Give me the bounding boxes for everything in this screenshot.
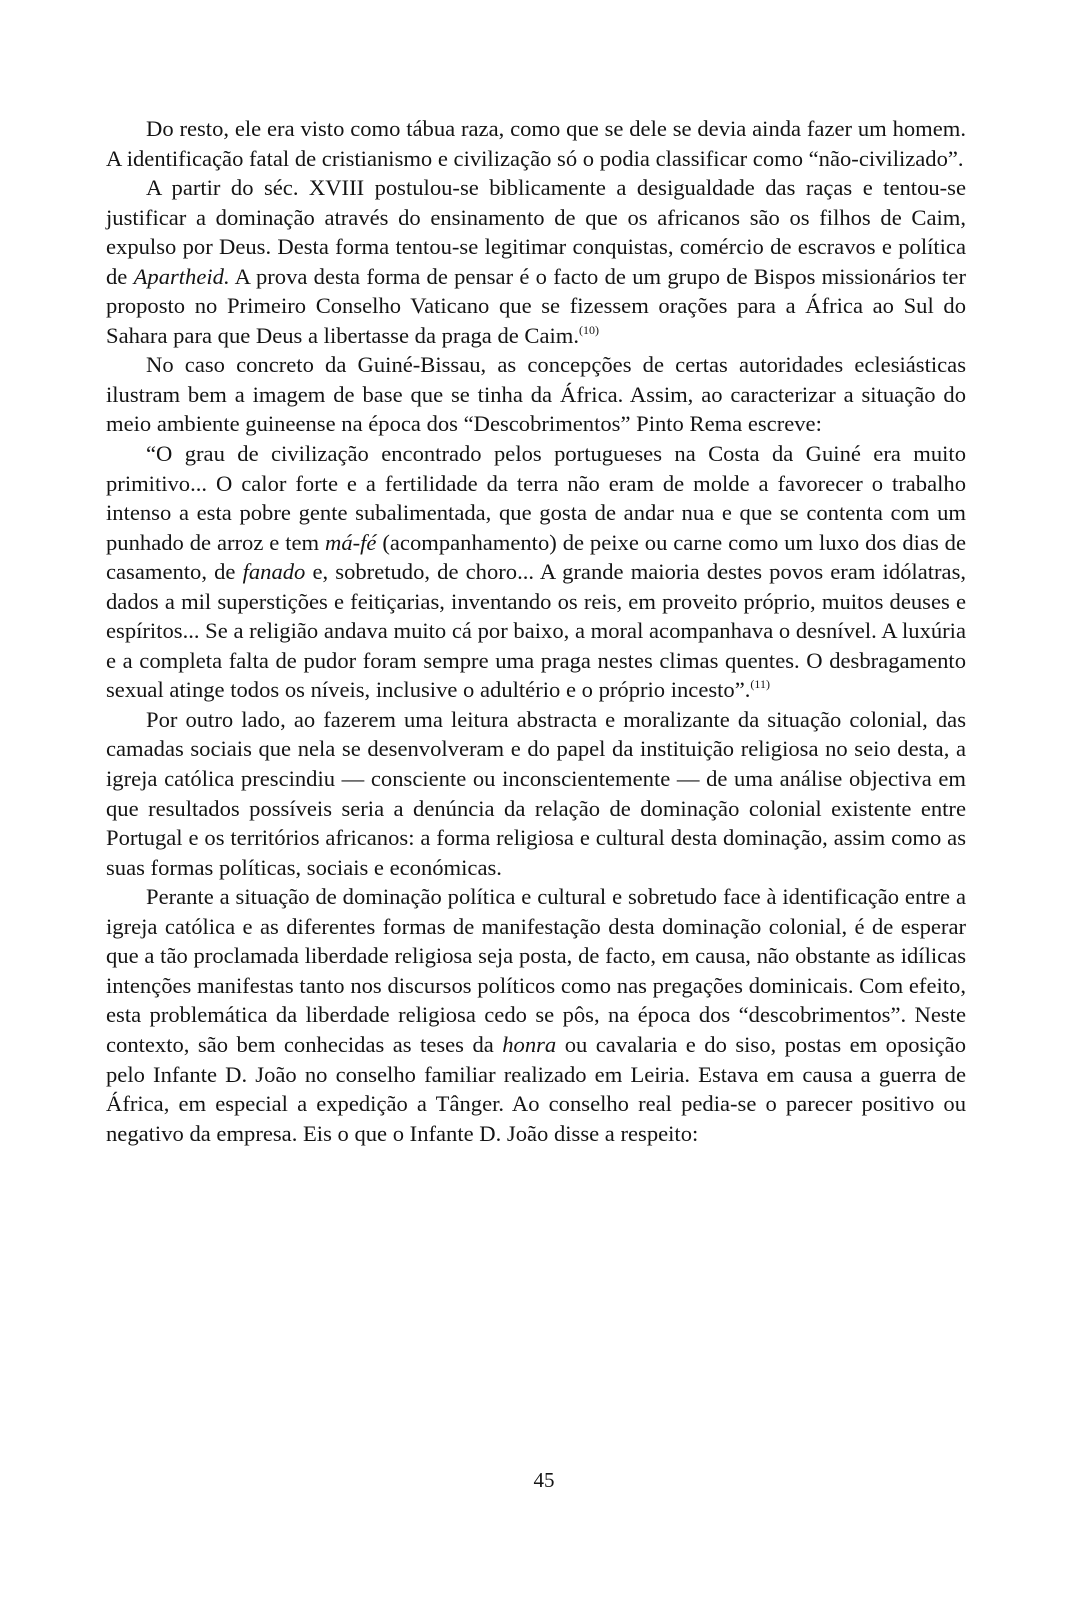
italic-term-apartheid: Apartheid. (133, 263, 230, 289)
italic-term-honra: honra (502, 1031, 557, 1057)
italic-term-ma-fe: má-fé (325, 529, 377, 555)
text-run: Do resto, ele era visto como tábua raza, como que se dele se devia ainda fazer um homem. A identificação fatal de cristianismo e civilização só o podia classificar como “não-civilizado”. (106, 116, 966, 171)
text-run: No caso concreto da Guiné-Bissau, as concepções de certas autoridades eclesiásticas ilustram bem a imagem de base que se tinha da África. Assim, ao caracterizar a situação do meio ambiente guineense na época dos “Descobrimentos” Pinto Rema escreve: (106, 352, 966, 437)
paragraph-1 (106, 114, 966, 173)
paragraph-4-quotation (106, 439, 966, 705)
text-run: Perante a situação de dominação política e cultural e sobretudo face à identificação entre a igreja católica e as diferentes formas de manifestação desta dominação colonial, é de esperar que a tão proclamada liberdade religiosa seja posta, de facto, em causa, não obstante as idílicas intenções manifestas tanto nos discursos políticos como nas pregações dominicais. Com efeito, esta problemática da liberdade religiosa cedo se pôs, na época dos “descobrimentos”. Neste contexto, são bem conhecidas as teses da (106, 884, 966, 1057)
page-body (106, 114, 966, 1148)
text-run: Por outro lado, ao fazerem uma leitura abstracta e moralizante da situação colonial, das camadas sociais que nela se desenvolveram e do papel da instituição religiosa no seio desta, a igreja católica prescindiu — consciente ou inconscientemente — de uma análise objectiva em que resultados possíveis seria a denúncia da relação de dominação colonial existente entre Portugal e os territórios africanos: a forma religiosa e cultural desta dominação, assim como as suas formas políticas, sociais e económicas. (106, 706, 966, 880)
page-number: 45 (533, 1468, 555, 1492)
text-run: e, sobretudo, de choro... A grande maioria destes povos eram idólatras, dados a mil superstições e feitiçarias, inventando os reis, em proveito próprio, muitos deuses e espíritos... Se a religião andava muito cá por baixo, a moral acompanhava o desnível. A luxúria e a completa falta de pudor foram sempre uma praga nestes climas quentes. O desbragamento sexual atinge todos os níveis, inclusive o adultério e o próprio incesto”. (106, 559, 967, 703)
paragraph-2 (106, 173, 966, 350)
paragraph-3 (106, 350, 966, 439)
text-run: A prova desta forma de pensar é o facto de um grupo de Bispos missionários ter proposto no Primeiro Conselho Vaticano que se fizessem orações para a África ao Sul do Sahara para que Deus a libertasse da praga de Caim. (106, 263, 966, 348)
text-run: (acompanhamento) de peixe ou carne como um luxo dos dias de casamento, de (106, 529, 967, 585)
footnote-ref-10: (10) (579, 322, 600, 337)
text-run: ou cavalaria e do siso, postas em oposição pelo Infante D. João no conselho familiar realizado em Leiria. Estava em causa a guerra de África, em especial a expedição a Tânger. Ao conselho real pedia-se o parecer positivo ou negativo da empresa. Eis o que o Infante D. João disse a respeito: (106, 1031, 966, 1146)
paragraph-6 (106, 882, 966, 1148)
italic-term-fanado: fanado (242, 559, 306, 585)
text-run: “O grau de civilização encontrado pelos portugueses na Costa da Guiné era muito primitivo... O calor forte e a fertilidade da terra não eram de molde a favorecer o trabalho intenso a esta pobre gente subalimentada, que gosta de andar nua e que se contenta com um punhado de arroz e tem (106, 441, 966, 555)
footnote-ref-11: (11) (750, 677, 770, 692)
text-run: A partir do séc. XVIII postulou-se biblicamente a desigualdade das raças e tentou-se justificar a dominação através do ensinamento de que os africanos são os filhos de Caim, expulso por Deus. Desta forma tentou-se legitimar conquistas, comércio de escravos e política de (106, 175, 966, 289)
paragraph-5 (106, 705, 966, 882)
